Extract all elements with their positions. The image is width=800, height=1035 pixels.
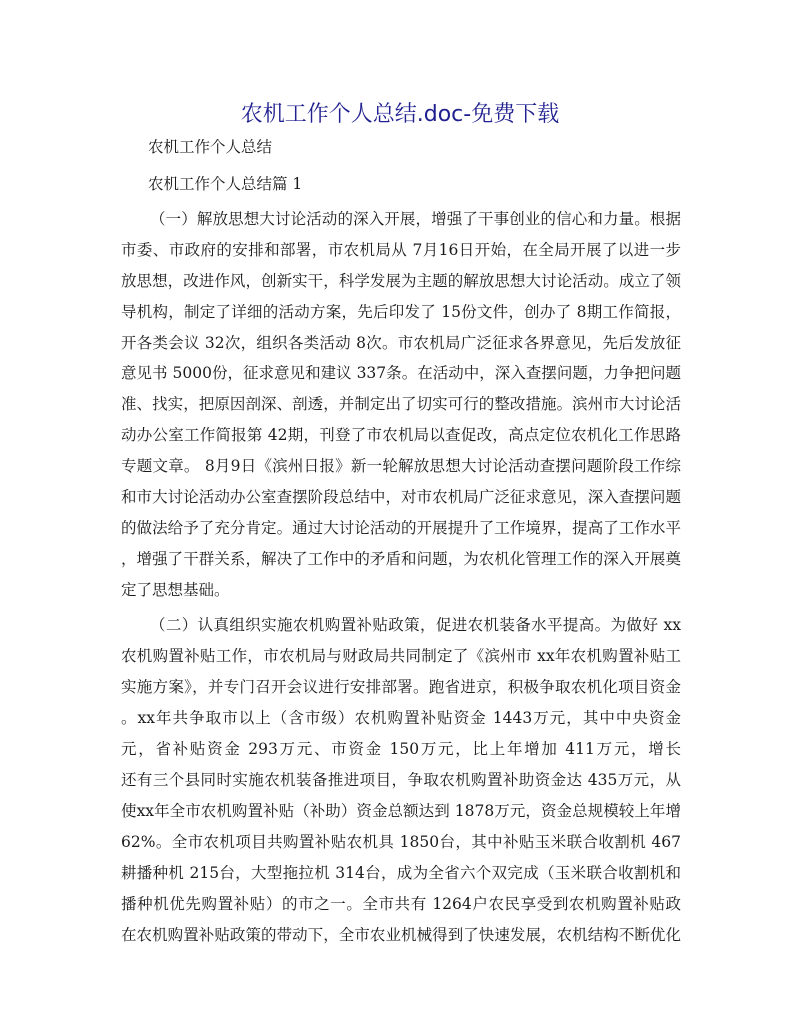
paragraph-line: 意见书 5000份，征求意见和建议 337条。在活动中，深入查摆问题，力争把问题 [121, 364, 681, 382]
document-title: 农机工作个人总结.doc-免费下载 [240, 102, 560, 127]
paragraph-line: 专题文章。 8月9日《滨州日报》新一轮解放思想大讨论活动查摆问题阶段工作综 [121, 457, 681, 475]
document-subtitle: 农机工作个人总结 [148, 138, 273, 156]
paragraph-line: 的做法给予了充分肯定。通过大讨论活动的开展提升了工作境界，提高了工作水平 [121, 519, 681, 537]
paragraph-line: 耕播种机 215台，大型拖拉机 314台，成为全省六个双完成（玉米联合收割机和 [121, 864, 681, 882]
paragraph-line: 动办公室工作简报第 42期，刊登了市农机局以查促改，高点定位农机化工作思路 [121, 426, 681, 444]
paragraph-line: 市委、市政府的安排和部署，市农机局从 7月16日开始，在全局开展了以进一步 [121, 241, 681, 259]
paragraph-line: （二）认真组织实施农机购置补贴政策，促进农机装备水平提高。为做好 xx [150, 616, 681, 634]
paragraph-line: 导机构，制定了详细的活动方案，先后印发了 15份文件，创办了 8期工作简报， [121, 303, 681, 321]
paragraph-line: 农机购置补贴工作，市农机局与财政局共同制定了《滨州市 xx年农机购置补贴工 [121, 647, 681, 665]
paragraph-line: 。xx年共争取市以上（含市级）农机购置补贴资金 1443万元，其中中央资金 [121, 709, 681, 727]
paragraph-line: 定了思想基础。 [121, 581, 230, 599]
paragraph-line: 放思想，改进作风，创新实干，科学发展为主题的解放思想大讨论活动。成立了领 [121, 272, 681, 290]
paragraph-line: 实施方案》，并专门召开会议进行安排部署。跑省进京，积极争取农机化项目资金 [121, 678, 681, 696]
paragraph-line: 元，省补贴资金 293万元、市资金 150万元，比上年增加 411万元，增长 [121, 740, 681, 758]
paragraph-line: 播种机优先购置补贴）的市之一。全市共有 1264户农民享受到农机购置补贴政 [121, 895, 681, 913]
paragraph-line: 开各类会议 32次，组织各类活动 8次。市农机局广泛征求各界意见，先后发放征 [121, 334, 681, 352]
paragraph-line: 62%。全市农机项目共购置补贴农机具 1850台，其中补贴玉米联合收割机 467 [121, 833, 681, 851]
paragraph-line: 和市大讨论活动办公室查摆阶段总结中，对市农机局广泛征求意见，深入查摆问题 [121, 488, 681, 506]
paragraph-line: 还有三个县同时实施农机装备推进项目，争取农机购置补助资金达 435万元，从 [121, 771, 681, 789]
paragraph-line: 使xx年全市农机购置补贴（补助）资金总额达到 1878万元，资金总规模较上年增 [121, 802, 681, 820]
section-heading: 农机工作个人总结篇 1 [148, 175, 303, 193]
paragraph-line: 在农机购置补贴政策的带动下，全市农业机械得到了快速发展，农机结构不断优化 [121, 926, 681, 944]
paragraph-line: （一）解放思想大讨论活动的深入开展，增强了干事创业的信心和力量。根据 [150, 210, 681, 228]
paragraph-line: 准、找实，把原因剖深、剖透，并制定出了切实可行的整改措施。滨州市大讨论活 [121, 395, 681, 413]
paragraph-line: ，增强了干群关系，解决了工作中的矛盾和问题，为农机化管理工作的深入开展奠 [121, 550, 681, 568]
